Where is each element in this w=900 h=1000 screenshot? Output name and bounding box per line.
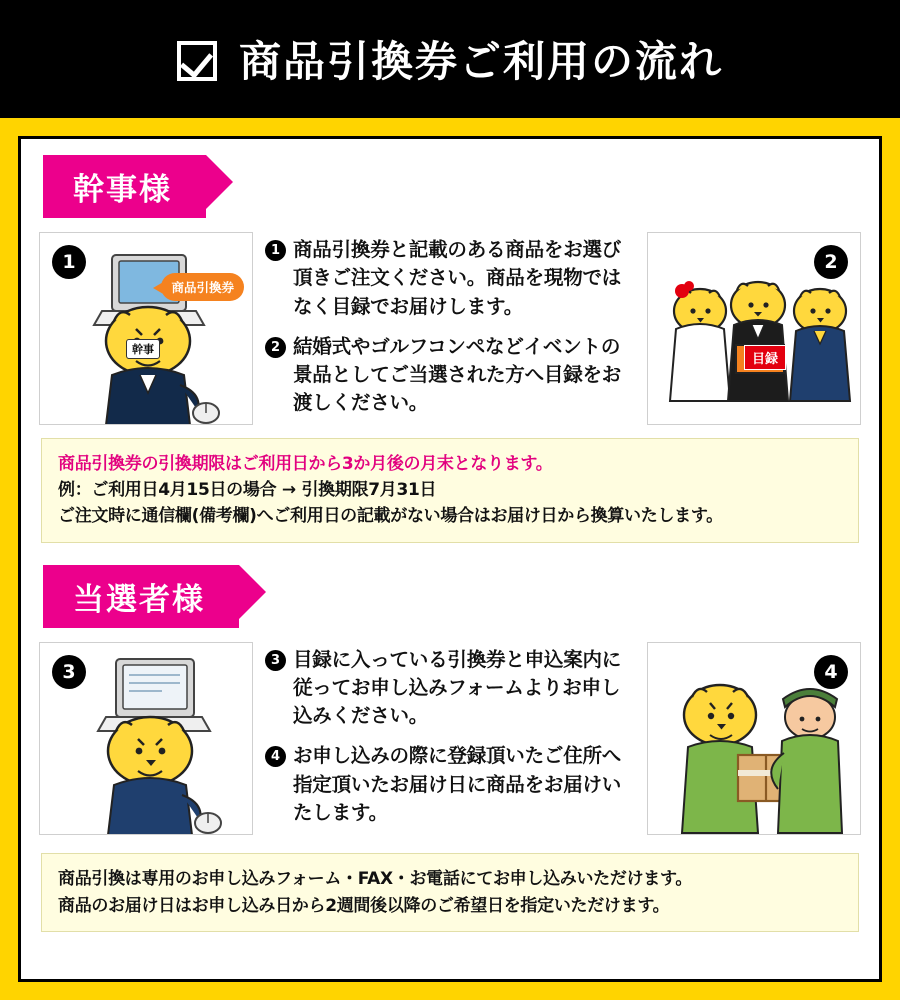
illustration-badge-3: 3: [52, 655, 86, 689]
page-title: 商品引換券ご利用の流れ: [238, 37, 723, 86]
illustration-step-3: [39, 642, 253, 835]
illustration-step-4: [647, 642, 861, 835]
section-2-ribbon-wrap: [21, 543, 879, 628]
section-1-steps: [265, 232, 635, 430]
illustration-step-1: [39, 232, 253, 425]
step-text: 商品引換券と記載のある商品をお選び頂きご注文ください。商品を現物ではなく目録でお届けします。: [293, 238, 622, 318]
speech-bubble-coupon: 商品引換券: [161, 273, 244, 301]
section-1-row: [21, 218, 879, 430]
section-2-note: [41, 853, 859, 932]
illustration-step-2: [647, 232, 861, 425]
illustration-badge-4: 4: [814, 655, 848, 689]
note-line: 商品引換は専用のお申し込みフォーム・FAX・お電話にてお申し込みいただけます。: [58, 869, 693, 890]
note-line: 例：ご利用日4月15日の場合 → 引換期限7月31日: [58, 479, 437, 500]
step-item: [265, 646, 635, 731]
catalog-label: 目録: [744, 345, 786, 370]
note-line: ご注文時に通信欄(備考欄)へご利用日の記載がない場合はお届け日から換算いたします。: [58, 506, 723, 527]
section-2-ribbon: 当選者様: [43, 565, 239, 628]
section-2-steps: [265, 642, 635, 840]
illustration-badge-2: 2: [814, 245, 848, 279]
checkbox-check-icon: [177, 41, 217, 81]
section-1-ribbon: 幹事様: [43, 155, 206, 218]
step-number: 3: [265, 650, 286, 671]
section-2-row: [21, 628, 879, 840]
step-number: 2: [265, 337, 286, 358]
section-1-ribbon-wrap: [21, 139, 879, 218]
illustration-badge-1: 1: [52, 245, 86, 279]
page-header: [0, 0, 900, 118]
step-item: [265, 742, 635, 827]
step-item: [265, 236, 635, 321]
step-text: 目録に入っている引換券と申込案内に従ってお申し込みフォームよりお申し込みください。: [293, 647, 622, 728]
step-text: お申し込みの際に登録頂いたご住所へ指定頂いたお届け日に商品をお届けいたします。: [293, 744, 622, 824]
organizer-name-tag: 幹事: [126, 339, 160, 359]
section-1-note: [41, 438, 859, 543]
step-number: 1: [265, 240, 286, 261]
step-number: 4: [265, 746, 286, 767]
note-line: 商品引換券の引換期限はご利用日から3か月後の月末となります。: [58, 453, 553, 474]
step-item: [265, 333, 635, 418]
note-line: 商品のお届け日はお申し込み日から2週間後以降のご希望日を指定いただけます。: [58, 895, 670, 916]
step-text: 結婚式やゴルフコンペなどイベントの景品としてご当選された方へ目録をお渡しください。: [293, 334, 622, 415]
content-panel: [18, 136, 882, 982]
